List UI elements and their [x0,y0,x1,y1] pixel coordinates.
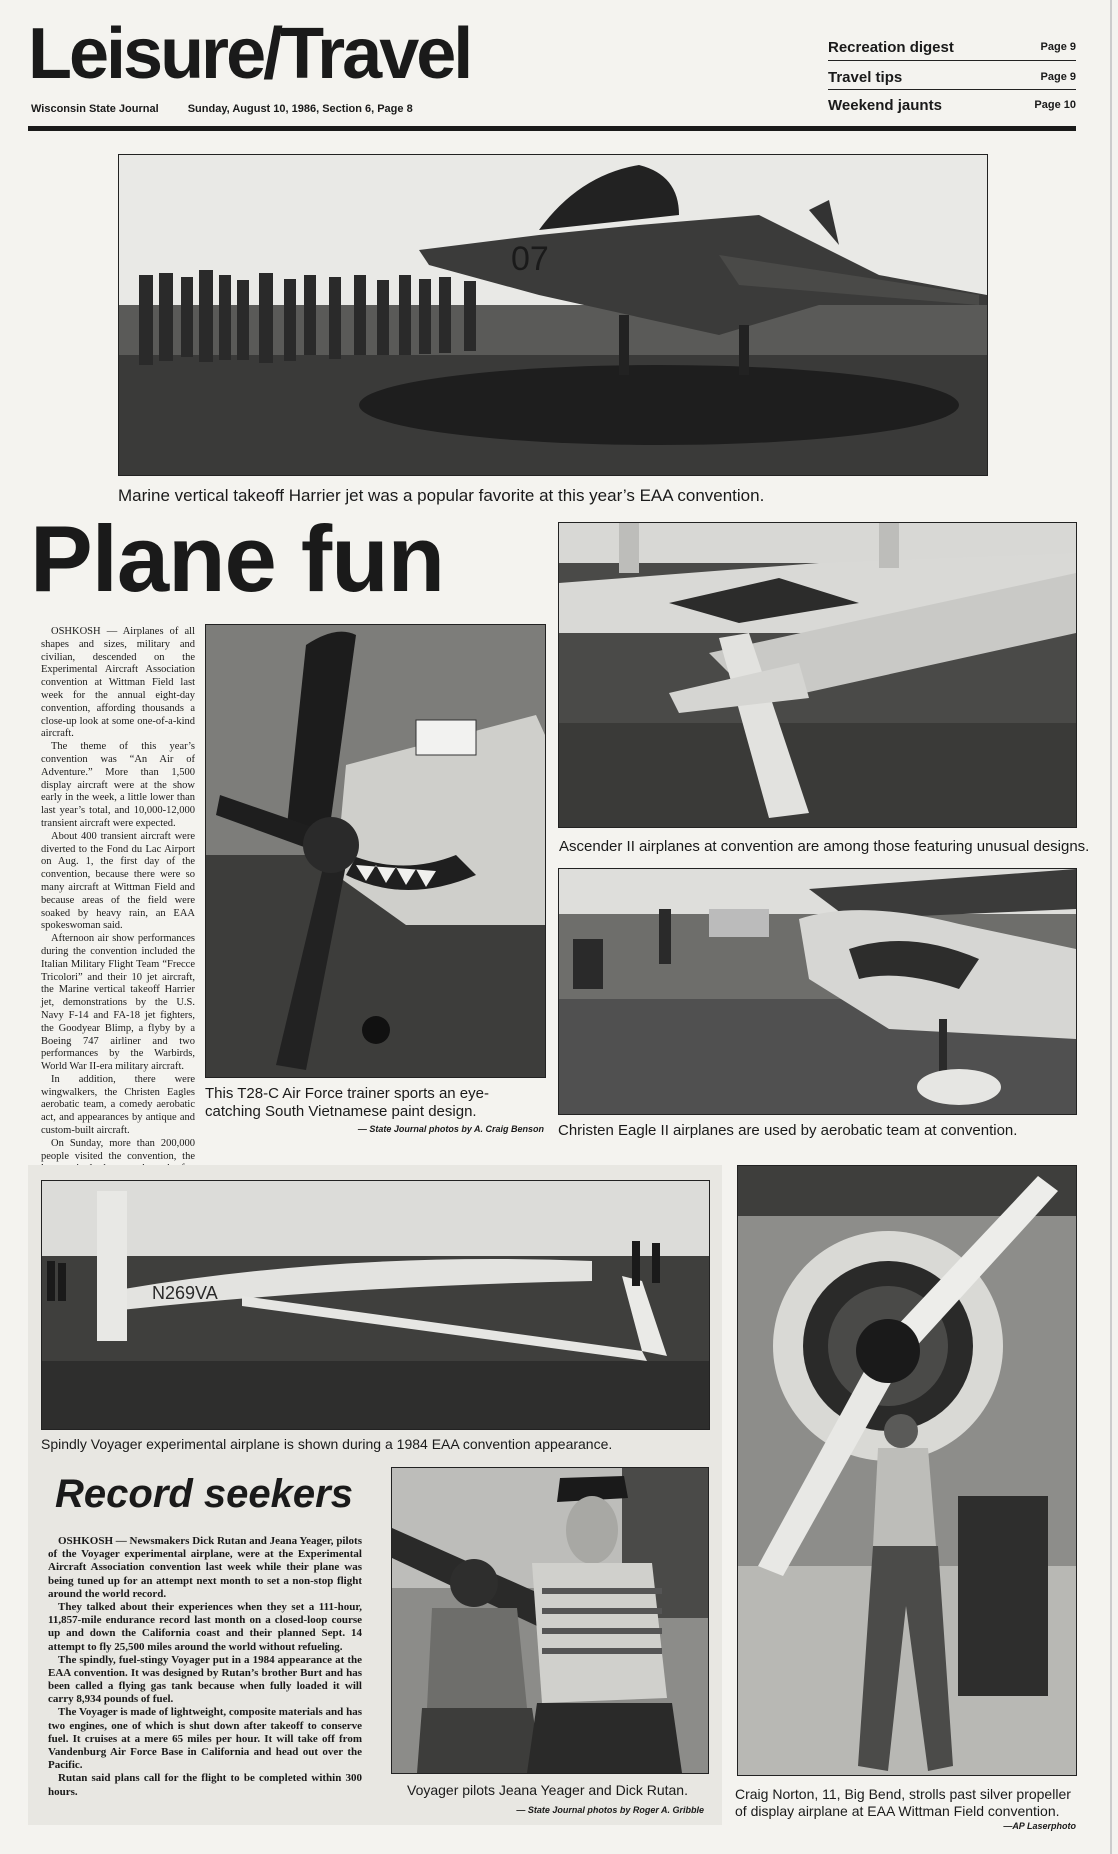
masthead-ident [31,103,439,115]
index-label: Recreation digest [828,39,954,56]
story-paragraph: The spindly, fuel-stingy Voyager put in a 1984 appearance at the EAA convention. It was designed by Rutan’s brother Burt and has been called a flying gas tank because when fully loaded it will carry 8,934 pounds of fuel. [48,1653,362,1706]
norton-caption: Craig Norton, 11, Big Bend, strolls past silver propeller of display airplane at EAA Wittman Field convention. [735,1786,1071,1820]
dateline: Sunday, August 10, 1986, Section 6, Page 8 [187,103,413,115]
christen-eagle-caption: Christen Eagle II airplanes are used by aerobatic team at convention. [558,1122,1018,1139]
page-edge [1110,0,1112,1854]
svg-text:07: 07 [511,240,549,278]
story-body [41,626,195,1227]
index-label: Weekend jaunts [828,97,942,114]
ascender-photo [558,522,1077,828]
story-paragraph: They talked about their experiences when they set a 111-hour, 11,857-mile endurance record last month on a closed-loop course up and down the California coast and their planned Sept. 14 attempt to fly 25,500 miles around the world without refueling. [48,1600,362,1653]
index-label: Travel tips [828,69,903,86]
harrier-caption: Marine vertical takeoff Harrier jet was a popular favorite at this year’s EAA convention. [118,486,765,505]
index-item-weekend-jaunts[interactable] [828,97,1076,114]
story-headline: Plane fun [30,506,445,611]
photo-credit: — State Journal photos by A. Craig Benson [357,1124,544,1134]
story-paragraph: The Voyager is made of lightweight, composite materials and has two engines, one of which is shut down after takeoff to conserve fuel. It cruises at a mere 65 miles per hour. It will take off from Vandenburg Air Force Base in California and head out over the Pacific. [48,1706,362,1772]
story-paragraph: In addition, there were wingwalkers, the Christen Eagles aerobatic team, a comedy aerobatic act, and appearances by antique and custom-built aircraft. [41,1073,195,1137]
index-divider [828,60,1076,61]
section-title: Leisure/Travel [28,14,471,94]
pilots-caption: Voyager pilots Jeana Yeager and Dick Rutan. [407,1782,688,1798]
index-page: Page 10 [1034,99,1076,111]
story-paragraph: Rutan said plans call for the flight to be completed within 300 hours. [48,1772,362,1798]
index-page: Page 9 [1040,41,1076,53]
t28-photo [205,624,546,1078]
index-item-recreation[interactable] [828,39,1076,56]
index-page: Page 9 [1040,71,1076,83]
paper-name: Wisconsin State Journal [31,103,159,115]
story-paragraph: OSHKOSH — Newsmakers Dick Rutan and Jeana Yeager, pilots of the Voyager experimental airplane, were at the Experimental Aircraft Association convention last week while their plane was being tuned up for an attempt next month to set a non-stop flight around the world record. [48,1535,362,1600]
index-divider [828,89,1076,90]
story-paragraph: On Sunday, more than 200,000 people visited the convention, the [41,1137,195,1162]
voyager-caption: Spindly Voyager experimental airplane is shown during a 1984 EAA convention appearance. [41,1436,613,1452]
norton-photo [737,1165,1077,1776]
index-item-travel-tips[interactable] [828,69,1076,86]
pilots-photo [391,1467,709,1774]
sidebar-headline: Record seekers [55,1472,353,1516]
t28-caption: This T28-C Air Force trainer sports an eye-catching South Vietnamese paint design. [205,1085,489,1121]
ascender-caption: Ascender II airplanes at convention are among those featuring unusual designs. [559,838,1090,855]
voyager-registration: N269VA [152,1283,218,1303]
story-paragraph: Afternoon air show performances during the convention included the Italian Military Flight Team “Frecce Tricolori” and their 10 jet aircraft, the Marine vertical takeoff Harrier jet, demonstrations by the U.S. Navy F-14 and FA-18 jet fighters, the Goodyear Blimp, a flyby by a Boeing 747 airliner and two performances by the Warbirds, World War II-era military aircraft. [41,933,195,1073]
masthead-rule [28,126,1076,131]
norton-photo-credit: —AP Laserphoto [1003,1821,1076,1831]
voyager-photo [41,1180,710,1430]
story-paragraph: OSHKOSH — Airplanes of all shapes and sizes, military and civilian, descended on the Experimental Aircraft Association convention at Wittman Field last week for the annual eight-day convention, affording thousands a close-up look at some one-of-a-kind aircraft. [41,626,195,740]
pilots-photo-credit: — State Journal photos by Roger A. Gribble [516,1805,704,1815]
story-paragraph: About 400 transient aircraft were diverted to the Fond du Lac Airport on Aug. 1, the first day of the convention, because there were so many aircraft at Wittman Field and because areas of the field were soaked by heavy rain, an EAA spokeswoman said. [41,830,195,932]
harrier-photo [118,154,988,476]
christen-eagle-photo [558,868,1077,1115]
sidebar-body [48,1535,362,1799]
story-paragraph: The theme of this year’s convention was “An Air of Adventure.” More than 1,500 display aircraft were at the show early in the week, a little lower than last year’s total, and 10,000-12,000 transient aircraft were expected. [41,741,195,829]
